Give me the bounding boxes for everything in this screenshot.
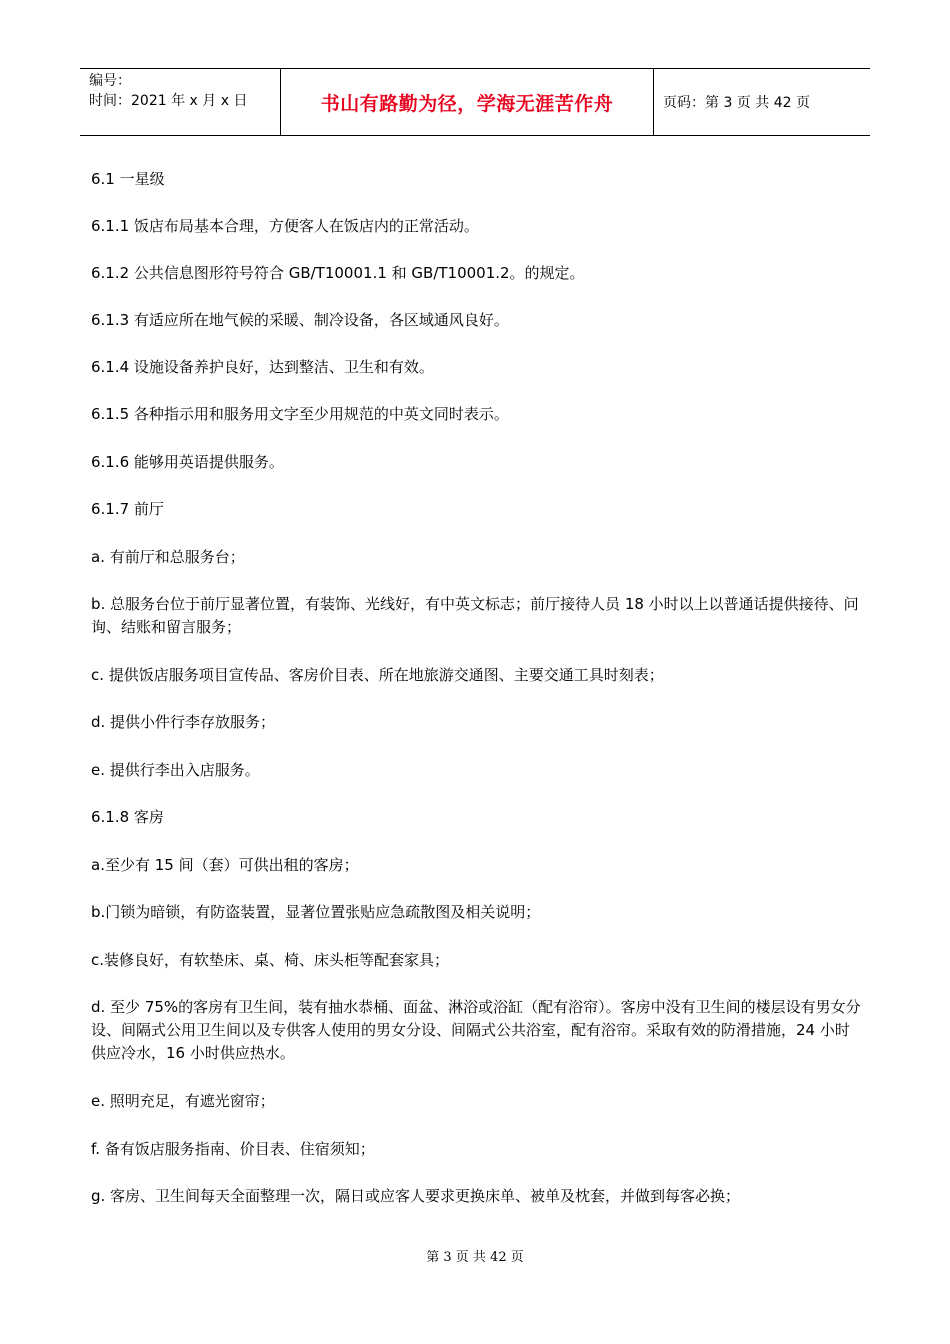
list-item: c. 提供饭店服务项目宣传品、客房价目表、所在地旅游交通图、主要交通工具时刻表； bbox=[91, 666, 664, 684]
list-item: c.装修良好，有软垫床、桌、椅、床头柜等配套家具； bbox=[91, 951, 450, 969]
list-item: b. 总服务台位于前厅显著位置，有装饰、光线好，有中英文标志；前厅接待人员 18 小时以上以普通话提供接待、问询、结账和留言服务； bbox=[91, 595, 859, 636]
header-motto-cell bbox=[281, 69, 654, 135]
clause-paragraph: 6.1.6 能够用英语提供服务。 bbox=[91, 453, 284, 471]
header-page-info: 页码：第 3 页 共 42 页 bbox=[663, 95, 810, 111]
header-page-cell bbox=[654, 69, 870, 135]
header-motto: 书山有路勤为径，学海无涯苦作舟 bbox=[320, 92, 614, 115]
list-item: g. 客房、卫生间每天全面整理一次，隔日或应客人要求更换床单、被单及枕套，并做到每客必换； bbox=[91, 1187, 741, 1205]
list-item: d. 至少 75%的客房有卫生间，装有抽水恭桶、面盆、淋浴或浴缸（配有浴帘）。客房中没有卫生间的楼层设有男女分设、间隔式公用卫生间以及专供客人使用的男女分设、间隔式公共浴室，配有浴帘。采取有效的防滑措施，24 小时供应冷水，16 小时供应热水。 bbox=[91, 998, 861, 1062]
subsection-heading: 6.1.7 前厅 bbox=[91, 500, 164, 518]
clause-paragraph: 6.1.3 有适应所在地气候的采暖、制冷设备，各区域通风良好。 bbox=[91, 311, 509, 329]
list-item: b.门锁为暗锁，有防盗装置，显著位置张贴应急疏散图及相关说明； bbox=[91, 903, 541, 921]
section-heading: 6.1 一星级 bbox=[91, 170, 165, 188]
clause-paragraph: 6.1.1 饭店布局基本合理，方便客人在饭店内的正常活动。 bbox=[91, 217, 479, 235]
subsection-heading: 6.1.8 客房 bbox=[91, 808, 164, 826]
page-footer bbox=[0, 1246, 950, 1265]
header-meta-cell bbox=[80, 69, 281, 135]
list-item: d. 提供小件行李存放服务； bbox=[91, 713, 276, 731]
list-item: e. 照明充足，有遮光窗帘； bbox=[91, 1092, 275, 1110]
page-header bbox=[80, 68, 870, 136]
document-date: 时间：2021 年 x 月 x 日 bbox=[89, 93, 248, 109]
clause-paragraph: 6.1.4 设施设备养护良好，达到整洁、卫生和有效。 bbox=[91, 358, 434, 376]
footer-page-number: 第 3 页 共 42 页 bbox=[426, 1250, 524, 1265]
list-item: f. 备有饭店服务指南、价目表、住宿须知； bbox=[91, 1140, 375, 1158]
clause-paragraph: 6.1.2 公共信息图形符号符合 GB/T10001.1 和 GB/T10001.2。的规定。 bbox=[91, 264, 585, 282]
list-item: e. 提供行李出入店服务。 bbox=[91, 761, 260, 779]
list-item: a.至少有 15 间（套）可供出租的客房； bbox=[91, 856, 359, 874]
clause-paragraph: 6.1.5 各种指示用和服务用文字至少用规范的中英文同时表示。 bbox=[91, 405, 509, 423]
document-number-label: 编号： bbox=[89, 73, 131, 89]
list-item: a. 有前厅和总服务台； bbox=[91, 548, 245, 566]
